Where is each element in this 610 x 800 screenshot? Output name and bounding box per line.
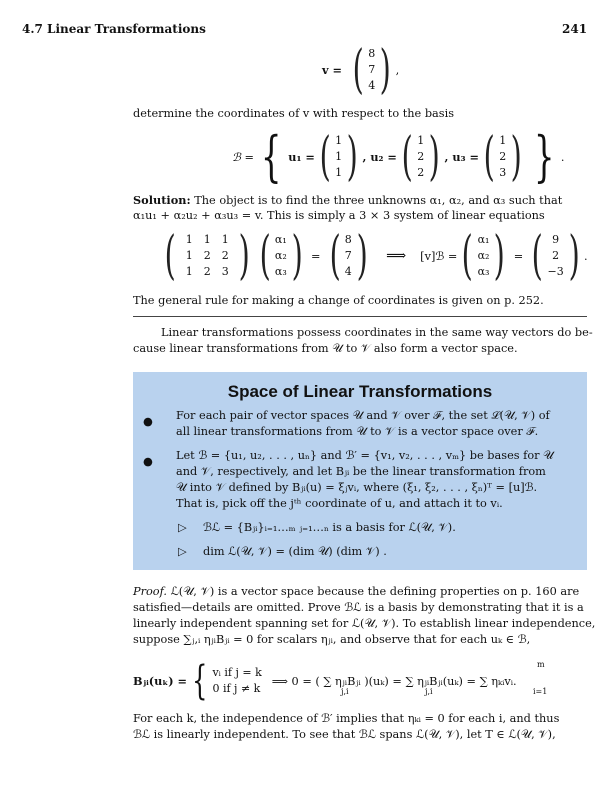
line: For each pair of vector spaces 𝒰 and 𝒱 over ℱ, the set ℒ(𝒰, 𝒱) of: [176, 409, 550, 422]
solution-label: Solution:: [133, 193, 191, 207]
matrix-cell: 1: [185, 249, 193, 262]
proof-label: Proof.: [133, 585, 167, 598]
alpha-vector-2: [478, 232, 490, 280]
line: 𝒰 into 𝒱 defined by Bⱼᵢ(u) = ξⱼvᵢ, where (ξ₁, ξ₂, . . . , ξₙ)ᵀ = [u]ℬ.: [176, 481, 538, 494]
solution-line-2: α₁u₁ + α₂u₂ + α₃u₃ = v. This is simply a 3 × 3 system of linear equations: [133, 209, 545, 222]
box-title: Space of Linear Transformations: [227, 382, 493, 401]
proof-line-1: [133, 584, 579, 600]
left-paren: (: [461, 226, 474, 286]
bullet-dot: ●: [143, 415, 153, 428]
line: Linear transformations possess coordinates in the same way vectors do be-: [161, 326, 593, 339]
left-paren: (: [164, 226, 176, 286]
sum-subscript: i=1: [533, 687, 548, 696]
intro-line: determine the coordinates of v with respect to the basis: [133, 107, 455, 120]
equals: =: [513, 249, 524, 263]
u3-vector: [499, 133, 506, 181]
proof-equation: [133, 658, 517, 704]
rhs-vector: [345, 232, 352, 280]
triangle-icon: ▷: [178, 545, 187, 558]
bullet-dot: ●: [143, 455, 153, 468]
u3-label: , u₃ =: [444, 150, 479, 164]
equation-lhs: Bⱼᵢ(uₖ) =: [133, 674, 188, 688]
entry: 8: [344, 233, 352, 246]
left-paren: (: [531, 226, 543, 286]
definition-box: [133, 372, 587, 570]
entry: 1: [335, 166, 343, 179]
matrix-cell: 2: [203, 265, 211, 278]
left-paren: (: [401, 127, 413, 187]
entry: 2: [417, 150, 425, 163]
entry: α₁: [274, 233, 287, 246]
u1-vector: [335, 133, 342, 181]
solution-text: The object is to find the three unknowns α₁, α₂, and α₃ such that: [194, 194, 563, 207]
proof-line-4: suppose ∑ⱼ,ᵢ ηⱼᵢBⱼᵢ = 0 for scalars ηⱼᵢ, and observe that for each uₖ ∈ ℬ,: [133, 633, 531, 646]
entry: 8: [368, 47, 376, 60]
right-paren: ): [428, 127, 440, 187]
sub-bullet-2: dim ℒ(𝒰, 𝒱) = (dim 𝒰) (dim 𝒱) .: [203, 545, 387, 558]
entry: 9: [552, 233, 560, 246]
vector-v-label: v =: [322, 63, 342, 77]
bullet-1: [176, 408, 550, 440]
line: cause linear transformations from 𝒰 to 𝒱 also form a vector space.: [133, 342, 518, 355]
case: 0 if j ≠ k: [212, 682, 261, 695]
trail-comma: ,: [395, 63, 400, 77]
entry: 1: [335, 150, 343, 163]
right-brace: }: [533, 125, 555, 188]
entry: 1: [335, 134, 343, 147]
proof-line-2: satisfied—details are omitted. Prove ℬℒ is a basis by demonstrating that it is a: [133, 601, 584, 614]
entry: 2: [417, 166, 425, 179]
matrix-cell: 3: [221, 265, 229, 278]
right-paren: ): [291, 226, 303, 286]
line: That is, pick off the jᵗʰ coordinate of u, and attach it to vᵢ.: [176, 497, 503, 510]
sub-bullet-1: ℬℒ = {Bⱼᵢ}ᵢ₌₁…ₘ ⱼ₌₁…ₙ is a basis for ℒ(𝒰, 𝒱).: [203, 521, 456, 534]
final-line-2: ℬℒ is linearly independent. To see that ℬℒ spans ℒ(𝒰, 𝒱), let T ∈ ℒ(𝒰, 𝒱),: [133, 728, 556, 741]
result-vector: [548, 232, 564, 280]
basis-label: ℬ =: [232, 150, 254, 164]
entry: 7: [344, 249, 352, 262]
basis-equation: [232, 125, 565, 188]
divider: [133, 316, 587, 317]
case: vᵢ if j = k: [212, 666, 262, 679]
equals: =: [311, 249, 321, 263]
trail-period: .: [584, 249, 588, 263]
left-brace: {: [192, 658, 208, 704]
right-paren: ): [238, 226, 251, 286]
entry: α₁: [477, 233, 490, 246]
sum-superscript: m: [537, 660, 545, 669]
right-paren: ): [510, 127, 522, 187]
left-brace: {: [260, 125, 282, 188]
coefficient-matrix: [180, 232, 234, 280]
entry: 1: [417, 134, 425, 147]
matrix-cell: 1: [185, 265, 193, 278]
implies-arrow: ⟹: [386, 248, 407, 264]
right-paren: ): [568, 226, 580, 286]
matrix-cell: 1: [203, 233, 211, 246]
sum-subscript: j,i: [425, 687, 433, 696]
final-line-1: For each k, the independence of ℬ′ implies that ηₖᵢ = 0 for each i, and thus: [133, 712, 560, 725]
entry: 1: [499, 134, 507, 147]
entry: 4: [368, 79, 376, 92]
bullet-2: [176, 448, 553, 512]
left-paren: (: [259, 226, 271, 286]
u1-label: u₁ =: [288, 150, 315, 164]
entry: 2: [499, 150, 507, 163]
general-rule: The general rule for making a change of coordinates is given on p. 252.: [133, 294, 544, 307]
left-paren: (: [483, 127, 495, 187]
proof-line-3: linearly independent spanning set for ℒ(𝒰, 𝒱). To establish linear independence,: [133, 617, 596, 630]
line: all linear transformations from 𝒰 to 𝒱 is a vector space over ℱ.: [176, 425, 539, 438]
line: and 𝒱, respectively, and let Bⱼᵢ be the linear transformation from: [176, 465, 546, 478]
sum-subscript: j,i: [341, 687, 349, 696]
entry: 4: [344, 265, 352, 278]
line: ℒ(𝒰, 𝒱) is a vector space because the defining properties on p. 160 are: [170, 585, 580, 598]
section-title: 4.7 Linear Transformations: [22, 22, 206, 36]
entry: α₃: [274, 265, 287, 278]
entry: 2: [552, 249, 560, 262]
entry: α₃: [477, 265, 490, 278]
entry: α₂: [274, 249, 287, 262]
left-paren: (: [319, 127, 331, 187]
entry: 3: [499, 166, 507, 179]
linear-system: [160, 226, 588, 286]
vector-v-entries: [368, 46, 375, 94]
entry: α₂: [477, 249, 490, 262]
line: Let ℬ = {u₁, u₂, . . . , uₙ} and ℬ′ = {v₁, v₂, . . . , vₘ} be bases for 𝒰: [176, 449, 554, 462]
right-paren: ): [494, 226, 506, 286]
entry: −3: [547, 265, 564, 278]
left-paren: (: [329, 226, 341, 286]
paragraph-intro: [133, 325, 593, 357]
triangle-icon: ▷: [178, 521, 187, 534]
right-paren: ): [379, 40, 391, 100]
u2-label: , u₂ =: [362, 150, 397, 164]
entry: 7: [368, 63, 376, 76]
alpha-vector: [275, 232, 287, 280]
page-number: 241: [562, 22, 588, 36]
matrix-cell: 2: [203, 249, 211, 262]
right-paren: ): [356, 226, 368, 286]
matrix-cell: 2: [221, 249, 229, 262]
matrix-cell: 1: [185, 233, 193, 246]
equation-rhs: ⟹ 0 = ( ∑ ηⱼᵢBⱼᵢ )(uₖ) = ∑ ηⱼᵢBⱼᵢ(uₖ) = ∑ ηₖᵢvᵢ.: [271, 674, 517, 688]
cases: [212, 665, 261, 697]
left-paren: (: [352, 40, 364, 100]
trail-period: .: [560, 150, 565, 164]
vb-label: [v]ℬ =: [420, 249, 458, 263]
matrix-cell: 1: [221, 233, 229, 246]
u2-vector: [417, 133, 424, 181]
right-paren: ): [346, 127, 358, 187]
vector-v: [322, 40, 400, 100]
solution-line-1: [133, 192, 562, 209]
